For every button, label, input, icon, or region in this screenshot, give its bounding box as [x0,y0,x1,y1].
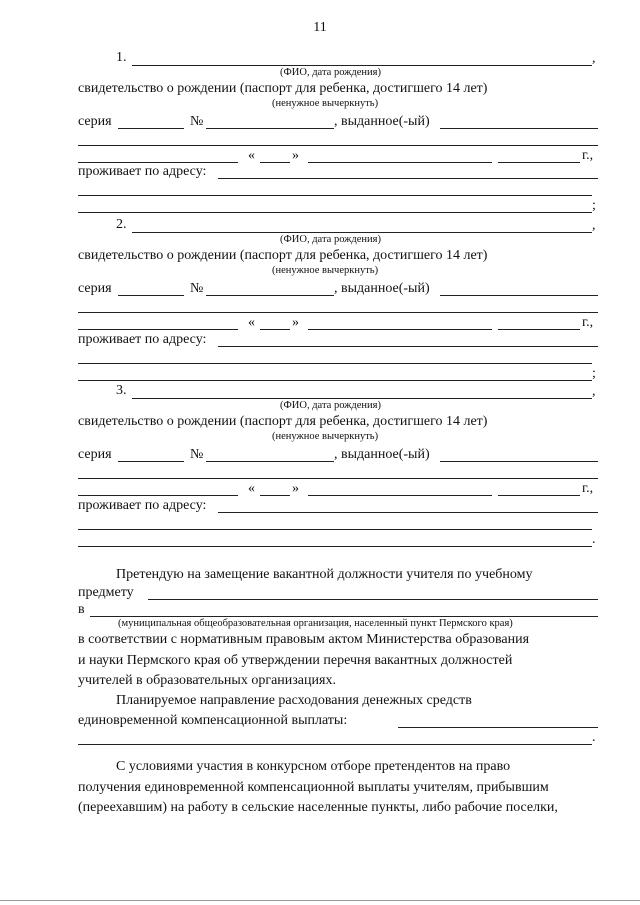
address-line-2 [78,195,592,196]
certificate-label: свидетельство о рождении (паспорт для ребенка, достигшего 14 лет) [78,81,488,96]
planned-line-1: Планируемое направление расходования денежных средств [116,693,472,708]
comma: , [592,51,596,66]
quote-close: » [292,148,299,163]
issued-by-line [440,461,598,462]
address-line-2 [78,363,592,364]
page-bottom-edge [0,900,640,901]
issued-by-line-2 [78,312,598,313]
conditions-line-1: С условиями участия в конкурсном отборе претендентов на право [116,759,511,774]
year-label: г., [582,315,594,330]
in-prefix: в [78,602,85,617]
address-line-3 [78,212,592,213]
certificate-label: свидетельство о рождении (паспорт для ребенка, достигшего 14 лет) [78,414,488,429]
period: . [592,730,596,745]
year-line [498,162,580,163]
certificate-label: свидетельство о рождении (паспорт для ребенка, достигшего 14 лет) [78,248,488,263]
number-sign: № [190,447,204,462]
claim-line-1: Претендую на замещение вакантной должности учителя по учебному [116,567,533,582]
series-label: серия [78,114,112,129]
conditions-line-2: получения единовременной компенсационной выплаты учителям, прибывшим [78,780,549,795]
doc-number-line [206,295,334,296]
lives-at-label: проживает по адресу: [78,164,207,179]
fio-caption: (ФИО, дата рождения) [280,400,382,411]
lives-at-label: проживает по адресу: [78,498,207,513]
address-line-1 [218,178,598,179]
series-line [118,128,184,129]
month-line [308,162,492,163]
strike-note: (ненужное вычеркнуть) [272,431,379,442]
year-line [498,329,580,330]
planned-line-2-blank [78,744,592,745]
number-sign: № [190,281,204,296]
conditions-line-3: (переехавшим) на работу в сельские населенные пункты, либо рабочие поселки, [78,800,558,815]
month-line [308,495,492,496]
year-label: г., [582,148,594,163]
year-label: г., [582,481,594,496]
day-line [260,162,290,163]
claim-line-2: предмету [78,585,134,600]
month-line [308,329,492,330]
issued-by-line-3 [78,329,238,330]
organization-line [90,616,598,617]
fio-line [132,232,592,233]
address-line-3 [78,546,592,547]
issued-label: , выданное(-ый) [334,114,430,129]
series-label: серия [78,281,112,296]
lives-at-label: проживает по адресу: [78,332,207,347]
address-line-1 [218,512,598,513]
address-line-1 [218,346,598,347]
planned-line-2: единовременной компенсационной выплаты: [78,713,348,728]
issued-label: , выданное(-ый) [334,281,430,296]
person-number: 2. [116,217,127,232]
doc-number-line [206,461,334,462]
subject-line [148,599,598,600]
claim-line-5: учителей в образовательных организациях. [78,673,336,688]
fio-caption: (ФИО, дата рождения) [280,67,382,78]
quote-open: « [248,315,255,330]
issued-by-line-2 [78,478,598,479]
issued-by-line-3 [78,495,238,496]
issued-label: , выданное(-ый) [334,447,430,462]
series-line [118,461,184,462]
comma: , [592,384,596,399]
planned-line [398,727,598,728]
quote-open: « [248,481,255,496]
fio-line [132,398,592,399]
strike-note: (ненужное вычеркнуть) [272,265,379,276]
claim-line-3: в соответствии с нормативным правовым актом Министерства образования [78,632,530,647]
doc-number-line [206,128,334,129]
person-number: 3. [116,383,127,398]
issued-by-line-2 [78,145,598,146]
semicolon: ; [592,198,596,213]
issued-by-line [440,295,598,296]
issued-by-line [440,128,598,129]
fio-line [132,65,592,66]
person-number: 1. [116,50,127,65]
address-line-2 [78,529,592,530]
quote-open: « [248,148,255,163]
org-caption: (муниципальная общеобразовательная организация, населенный пункт Пермского края) [118,618,513,629]
fio-caption: (ФИО, дата рождения) [280,234,382,245]
series-line [118,295,184,296]
day-line [260,329,290,330]
page-number: 11 [313,20,327,35]
number-sign: № [190,114,204,129]
quote-close: » [292,481,299,496]
semicolon: ; [592,366,596,381]
quote-close: » [292,315,299,330]
issued-by-line-3 [78,162,238,163]
year-line [498,495,580,496]
day-line [260,495,290,496]
address-line-3 [78,380,592,381]
period: . [592,532,596,547]
strike-note: (ненужное вычеркнуть) [272,98,379,109]
claim-line-4: и науки Пермского края об утверждении перечня вакантных должностей [78,653,513,668]
comma: , [592,218,596,233]
series-label: серия [78,447,112,462]
